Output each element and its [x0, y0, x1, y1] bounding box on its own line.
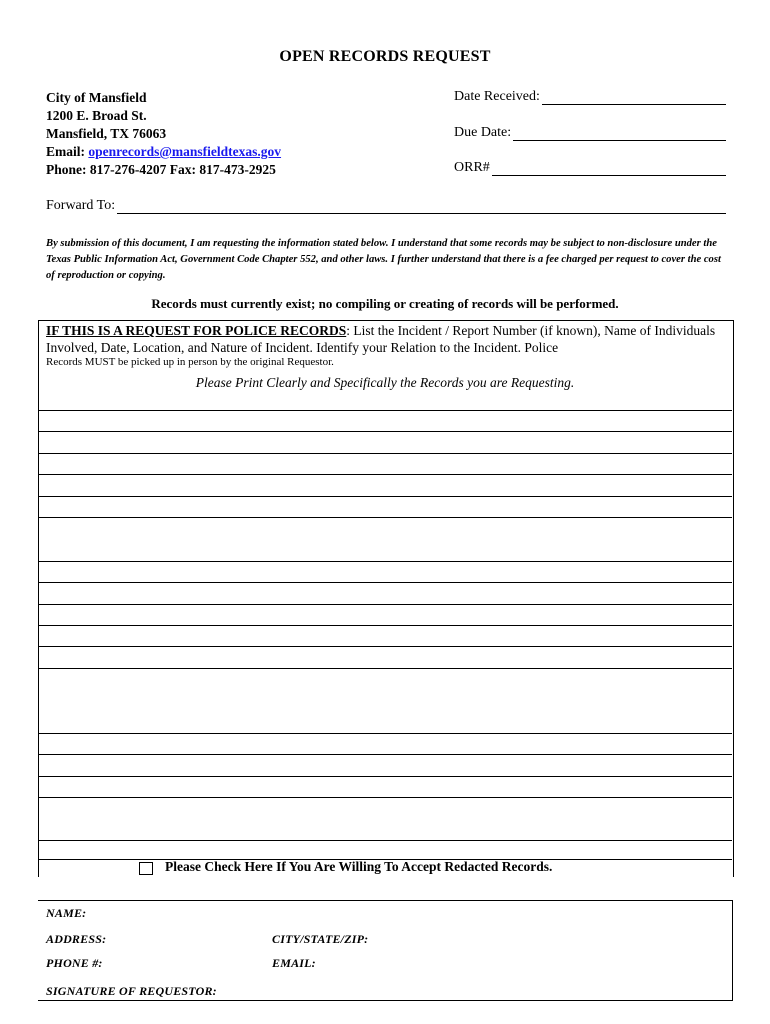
city-phone: Phone: 817-276-4207 Fax: 817-473-2925: [46, 162, 276, 177]
forward-to-line[interactable]: [117, 199, 726, 214]
due-date-label: Due Date:: [454, 125, 512, 140]
page-title: OPEN RECORDS REQUEST: [279, 48, 491, 65]
request-line[interactable]: [38, 474, 732, 475]
city-name: City of Mansfield: [46, 90, 147, 105]
orr-line[interactable]: [492, 161, 726, 176]
request-line[interactable]: [38, 496, 732, 497]
address-label: ADDRESS:: [46, 932, 107, 946]
request-line[interactable]: [38, 561, 732, 562]
orr-field[interactable]: [454, 160, 726, 176]
request-line[interactable]: [38, 517, 732, 518]
forward-to-label: Forward To:: [46, 198, 116, 213]
police-lead: IF THIS IS A REQUEST FOR POLICE RECORDS: [46, 323, 347, 338]
request-line[interactable]: [38, 733, 732, 734]
request-box: [38, 320, 734, 877]
due-date-field[interactable]: [454, 125, 726, 141]
disclaimer-text: By submission of this document, I am requesting the information stated below. I understand that some records may be subject to non-disclosure under the Texas Public Information Act, Government Code Chapter 552, and other laws. I further understand that there is a fee charged per request to cover the cost of reproduction or copying.: [46, 238, 721, 281]
city-email-row: [46, 143, 281, 161]
redacted-label: Please Check Here If You Are Willing To Accept Redacted Records.: [165, 859, 553, 874]
due-date-line[interactable]: [513, 126, 726, 141]
request-line[interactable]: [38, 776, 732, 777]
city-citystate: Mansfield, TX 76063: [46, 126, 167, 141]
email-link[interactable]: openrecords@mansfieldtexas.gov: [88, 144, 282, 159]
email-label: Email:: [46, 144, 89, 159]
request-line[interactable]: [38, 797, 732, 798]
request-line[interactable]: [38, 754, 732, 755]
police-records-instructions: [46, 322, 732, 369]
name-label: NAME:: [46, 906, 87, 920]
request-line[interactable]: [38, 431, 732, 432]
police-body: : List the Incident / Report Number (if known), Name of Individuals Involved, Date, Location, and Nature of Incident. Identify your Relation to the Incident. Police: [46, 323, 716, 355]
city-address-block: [46, 89, 281, 179]
date-received-line[interactable]: [542, 90, 726, 105]
police-pickup: Records MUST be picked up in person by the original Requestor.: [46, 356, 334, 368]
request-line[interactable]: [38, 625, 732, 626]
request-line[interactable]: [38, 453, 732, 454]
print-clearly-instruction: Please Print Clearly and Specifically the Records you are Requesting.: [195, 375, 575, 390]
email-field-label: EMAIL:: [272, 956, 316, 970]
request-line[interactable]: [38, 582, 732, 583]
date-received-label: Date Received:: [454, 89, 540, 104]
city-state-zip-label: CITY/STATE/ZIP:: [272, 932, 369, 946]
records-notice: Records must currently exist; no compiling or creating of records will be performed.: [151, 296, 619, 311]
orr-label: ORR#: [454, 160, 490, 175]
phone-label: PHONE #:: [46, 956, 103, 970]
redacted-checkbox[interactable]: [139, 862, 153, 875]
request-line[interactable]: [38, 668, 732, 669]
request-line[interactable]: [38, 646, 732, 647]
date-received-field[interactable]: [454, 89, 726, 105]
signature-label: SIGNATURE OF REQUESTOR:: [46, 984, 217, 998]
request-line[interactable]: [38, 410, 732, 411]
city-street: 1200 E. Broad St.: [46, 108, 147, 123]
request-line[interactable]: [38, 840, 732, 841]
request-line[interactable]: [38, 604, 732, 605]
forward-to-field[interactable]: [46, 198, 726, 214]
